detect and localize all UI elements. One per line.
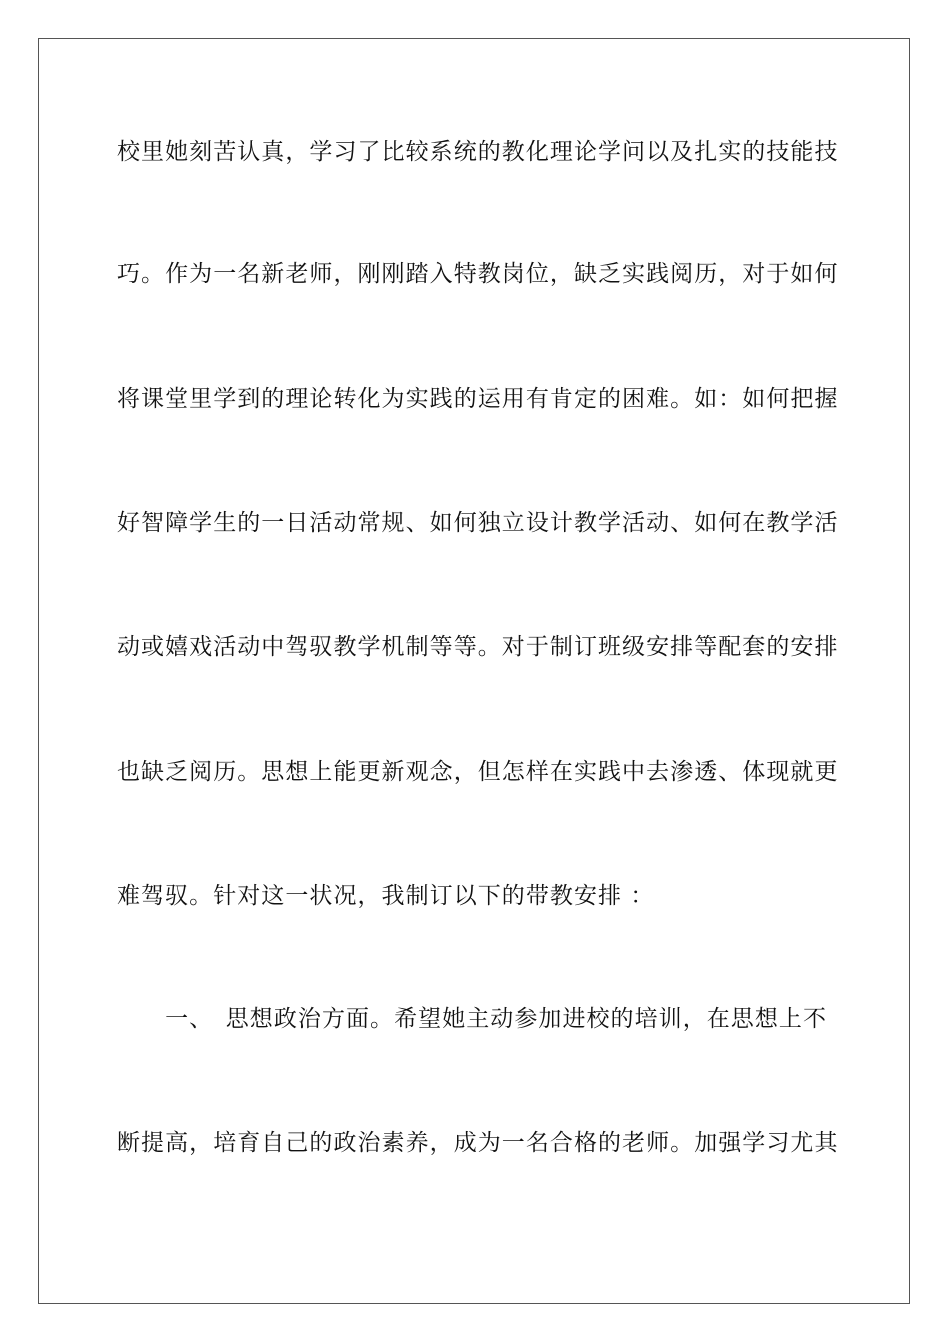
section-heading-line: 一、 思想政治方面。希望她主动参加进校的培训，在思想上不 [117, 1006, 827, 1032]
body-text-line: 巧。作为一名新老师，刚刚踏入特教岗位，缺乏实践阅历，对于如何 [117, 261, 839, 287]
body-text-line: 动或嬉戏活动中驾驭教学机制等等。对于制订班级安排等配套的安排 [117, 634, 839, 660]
body-text-line: 难驾驭。针对这一状况，我制订以下的带教安排 ： [117, 883, 655, 909]
body-text-line: 也缺乏阅历。思想上能更新观念，但怎样在实践中去渗透、体现就更 [117, 759, 839, 785]
body-text-line: 将课堂里学到的理论转化为实践的运用有肯定的困难。如：如何把握 [117, 386, 839, 412]
body-text-line: 校里她刻苦认真，学习了比较系统的教化理论学问以及扎实的技能技 [117, 139, 839, 165]
body-text-line: 好智障学生的一日活动常规、如何独立设计教学活动、如何在教学活 [117, 510, 839, 536]
page-border [38, 38, 910, 1304]
body-text-line: 断提高，培育自己的政治素养，成为一名合格的老师。加强学习尤其 [117, 1130, 839, 1156]
